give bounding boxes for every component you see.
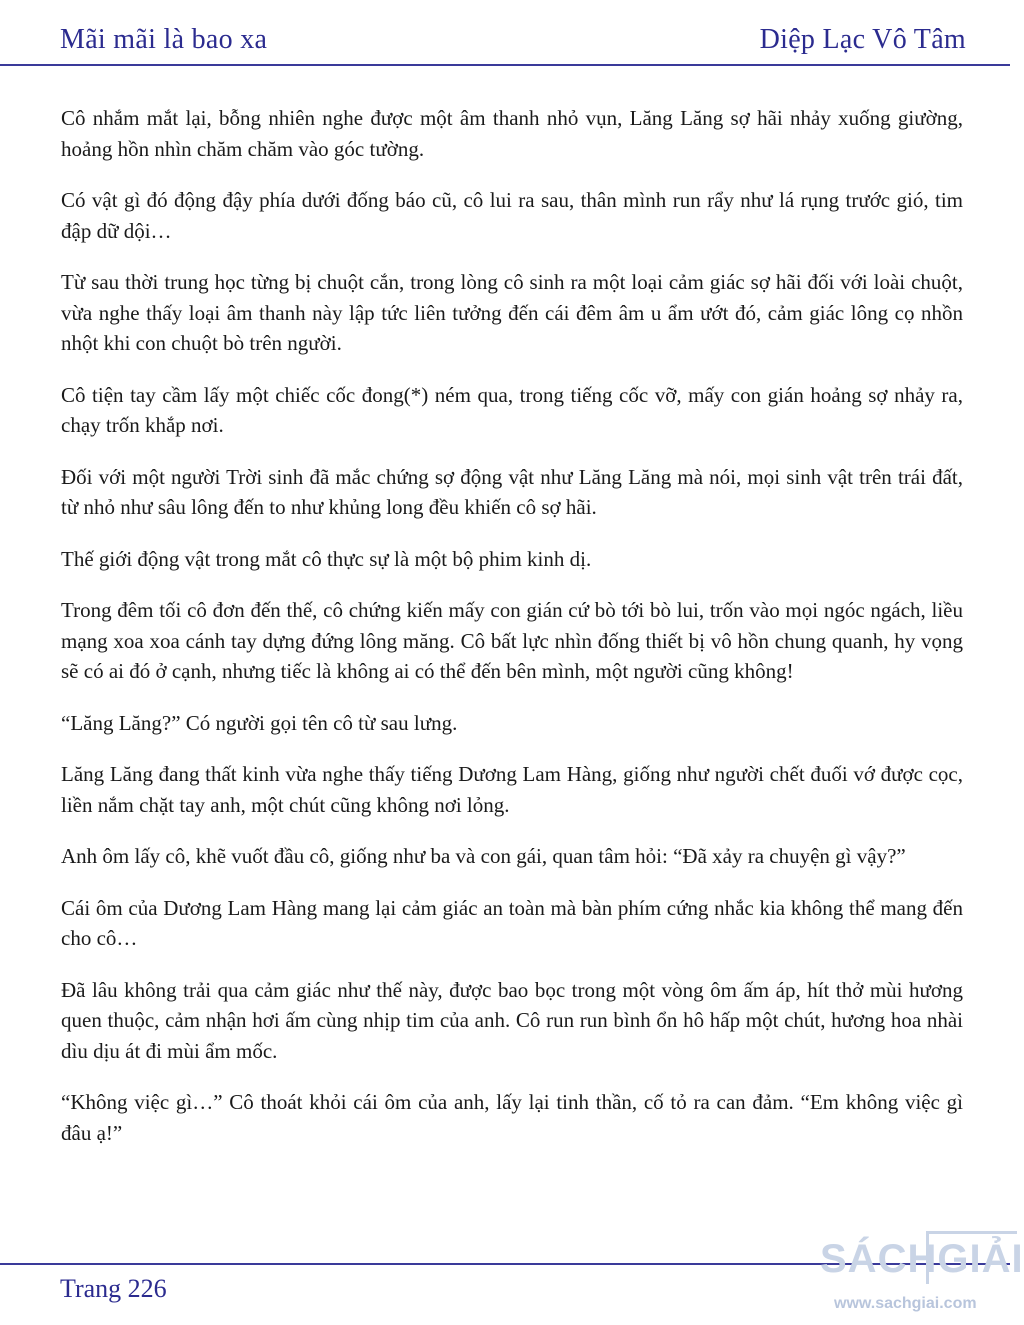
running-header-title: Mãi mãi là bao xa: [60, 24, 268, 55]
paragraph: Anh ôm lấy cô, khẽ vuốt đầu cô, giống như ba và con gái, quan tâm hỏi: “Đã xảy ra chuyện gì vậy?”: [61, 844, 906, 868]
paragraph: “Lăng Lăng?” Có người gọi tên cô từ sau lưng.: [61, 710, 458, 735]
running-header-author: Diệp Lạc Vô Tâm: [759, 24, 966, 55]
paragraph: Đã lâu không trải qua cảm giác như thế này, được bao bọc trong một vòng ôm ấm áp, hít thở mùi hương quen thuộc, cảm nhận hơi ấm cùng nhịp tim của anh. Cô run run bình ổn hô hấp một chút, hương hoa nhài dìu dịu át đi mùi ẩm mốc.: [61, 977, 963, 1063]
paragraph: Cái ôm của Dương Lam Hàng mang lại cảm giác an toàn mà bàn phím cứng nhắc kia không thể mang đến cho cô…: [61, 895, 963, 950]
header-divider: [0, 64, 1010, 66]
paragraph: Từ sau thời trung học từng bị chuột cắn, trong lòng cô sinh ra một loại cảm giác sợ hãi đối với loài chuột, vừa nghe thấy loại âm thanh này lập tức liên tưởng đến cái đêm âm u ẩm ướt đó, cảm giác lông cọ nhồn nhột khi con chuột bò trên người.: [61, 270, 963, 355]
paragraph: Lăng Lăng đang thất kinh vừa nghe thấy tiếng Dương Lam Hàng, giống như người chết đuối vớ được cọc, liền nắm chặt tay anh, một chút cũng không nơi lỏng.: [61, 762, 963, 817]
watermark-url: www.sachgiai.com: [834, 1295, 977, 1312]
paragraph: Có vật gì đó động đậy phía dưới đống báo cũ, cô lui ra sau, thân mình run rẩy như lá rụng trước gió, tim đập dữ dội…: [61, 188, 963, 243]
paragraph: Cô nhắm mắt lại, bỗng nhiên nghe được một âm thanh nhỏ vụn, Lăng Lăng sợ hãi nhảy xuống giường, hoảng hồn nhìn chăm chăm vào góc tường.: [61, 106, 963, 161]
watermark-logo: SÁCHGIẢI: [820, 1237, 1024, 1281]
paragraph: Thế giới động vật trong mắt cô thực sự là một bộ phim kinh dị.: [61, 546, 592, 571]
paragraph: Đối với một người Trời sinh đã mắc chứng sợ động vật như Lăng Lăng mà nói, mọi sinh vật trên trái đất, từ nhỏ như sâu lông đến to như khủng long đều khiến cô sợ hãi.: [61, 464, 963, 519]
paragraph: “Không việc gì…” Cô thoát khỏi cái ôm của anh, lấy lại tinh thần, cố tỏ ra can đảm. “Em không việc gì đâu ạ!”: [61, 1090, 963, 1145]
page-body: [61, 103, 963, 1169]
watermark: [814, 1225, 1024, 1325]
page-number: Trang 226: [60, 1274, 167, 1303]
paragraph: Trong đêm tối cô đơn đến thế, cô chứng kiến mấy con gián cứ bò tới bò lui, trốn vào mọi ngóc ngách, liều mạng xoa xoa cánh tay dựng đứng lông măng. Cô bất lực nhìn đống thiết bị vô hồn chung quanh, hy vọng sẽ có ai đó ở cạnh, nhưng tiếc là không ai có thể đến bên mình, một người cũng không!: [61, 598, 963, 683]
paragraph: Cô tiện tay cầm lấy một chiếc cốc đong(*) ném qua, trong tiếng cốc vỡ, mấy con gián hoảng sợ nhảy ra, chạy trốn khắp nơi.: [61, 382, 963, 437]
